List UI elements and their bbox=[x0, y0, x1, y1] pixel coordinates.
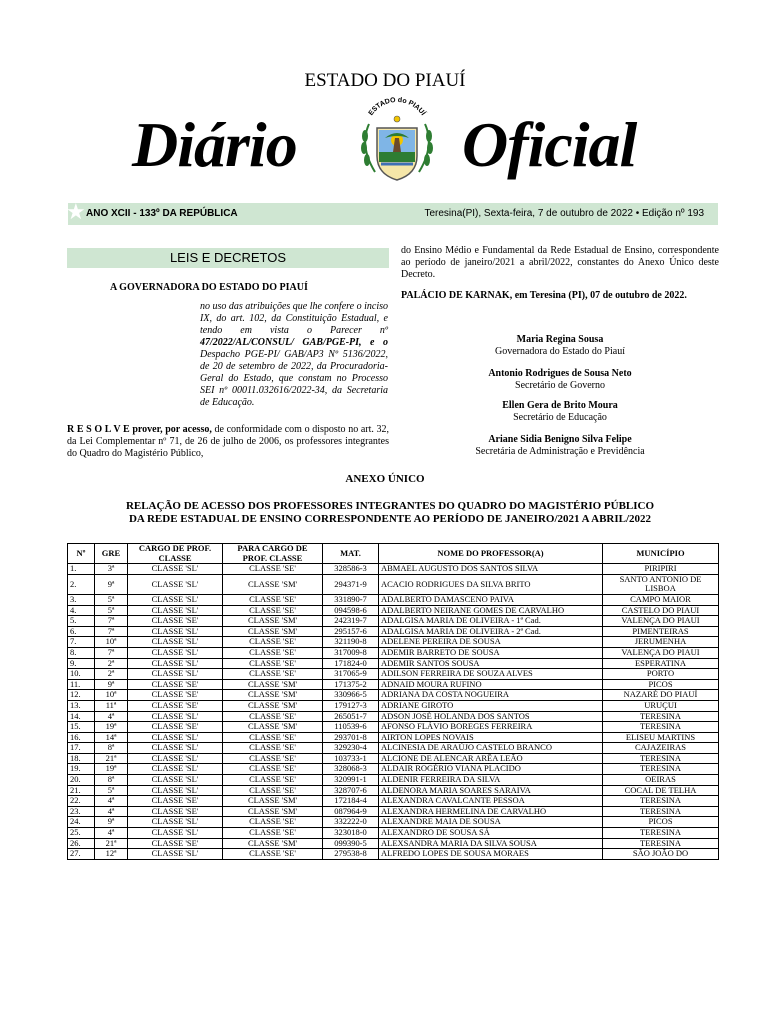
cell-professor-name: ADALBERTO DAMASCENO PAIVA bbox=[379, 594, 603, 605]
cell-registration: 295157-6 bbox=[323, 626, 379, 637]
cell-row-number: 6. bbox=[68, 626, 95, 637]
cell-professor-name: ALEXSANDRA MARIA DA SILVA SOUSA bbox=[379, 838, 603, 849]
cell-gre: 2ª bbox=[95, 658, 128, 669]
cell-new-class: CLASSE 'SE' bbox=[223, 711, 323, 722]
decree-preamble bbox=[200, 301, 388, 409]
table-row bbox=[68, 849, 719, 860]
cell-current-class: CLASSE 'SL' bbox=[128, 817, 223, 828]
cell-row-number: 1. bbox=[68, 564, 95, 575]
decree-palace: PALÁCIO DE KARNAK, em Teresina (PI), 07 de outubro de 2022. bbox=[401, 290, 687, 301]
cell-gre: 8ª bbox=[95, 775, 128, 786]
table-row bbox=[68, 669, 719, 680]
cell-new-class: CLASSE 'SE' bbox=[223, 605, 323, 616]
cell-current-class: CLASSE 'SE' bbox=[128, 616, 223, 627]
cell-current-class: CLASSE 'SE' bbox=[128, 700, 223, 711]
column-header: PARA CARGO DE PROF. CLASSE bbox=[223, 544, 323, 564]
preamble-text-2: Despacho PGE-PI/ GAB/AP3 Nº 5136/2022, de 20 de setembro de 2022, da Procuradoria-Geral do Estado, que constam no Processo SEI nº 00011.032616/2022-34, da Secretaria de Educação. bbox=[200, 349, 388, 408]
cell-gre: 7ª bbox=[95, 626, 128, 637]
cell-registration: 328707-6 bbox=[323, 785, 379, 796]
cell-row-number: 22. bbox=[68, 796, 95, 807]
cell-municipality: TERESINA bbox=[603, 711, 719, 722]
issue-year: ANO XCII - 133º DA REPÚBLICA bbox=[86, 208, 238, 219]
cell-current-class: CLASSE 'SE' bbox=[128, 838, 223, 849]
relation-title bbox=[60, 500, 720, 526]
cell-row-number: 4. bbox=[68, 605, 95, 616]
cell-row-number: 15. bbox=[68, 722, 95, 733]
governor-heading: A GOVERNADORA DO ESTADO DO PIAUÍ bbox=[110, 282, 308, 293]
cell-municipality: PIMENTEIRAS bbox=[603, 626, 719, 637]
cell-registration: 087964-9 bbox=[323, 806, 379, 817]
cell-current-class: CLASSE 'SE' bbox=[128, 679, 223, 690]
coat-of-arms-icon bbox=[355, 94, 439, 184]
cell-professor-name: ADILSON FERREIRA DE SOUZA ALVES bbox=[379, 669, 603, 680]
table-row bbox=[68, 775, 719, 786]
table-row bbox=[68, 647, 719, 658]
cell-current-class: CLASSE 'SE' bbox=[128, 722, 223, 733]
table-row bbox=[68, 753, 719, 764]
cell-gre: 2ª bbox=[95, 669, 128, 680]
masthead-title-left: Diário bbox=[132, 109, 297, 180]
cell-registration: 294371-9 bbox=[323, 574, 379, 594]
cell-municipality: TERESINA bbox=[603, 764, 719, 775]
cell-registration: 179127-3 bbox=[323, 700, 379, 711]
cell-current-class: CLASSE 'SL' bbox=[128, 764, 223, 775]
cell-current-class: CLASSE 'SL' bbox=[128, 849, 223, 860]
cell-new-class: CLASSE 'SE' bbox=[223, 732, 323, 743]
table-row bbox=[68, 828, 719, 839]
cell-new-class: CLASSE 'SM' bbox=[223, 806, 323, 817]
signer-role: Secretária de Administração e Previdência bbox=[475, 446, 645, 457]
cell-municipality: SÃO JOÃO DO bbox=[603, 849, 719, 860]
cell-gre: 21ª bbox=[95, 753, 128, 764]
cell-registration: 110539-6 bbox=[323, 722, 379, 733]
signer-name: Antonio Rodrigues de Sousa Neto bbox=[488, 368, 632, 379]
table-row bbox=[68, 679, 719, 690]
decree-resolve bbox=[67, 424, 389, 460]
star-icon: ★ bbox=[66, 199, 86, 224]
cell-current-class: CLASSE 'SL' bbox=[128, 594, 223, 605]
state-name: ESTADO DO PIAUÍ bbox=[304, 70, 466, 91]
cell-new-class: CLASSE 'SM' bbox=[223, 838, 323, 849]
cell-professor-name: ALCIONE DE ALENCAR ARÊA LEÃO bbox=[379, 753, 603, 764]
cell-row-number: 20. bbox=[68, 775, 95, 786]
cell-current-class: CLASSE 'SL' bbox=[128, 605, 223, 616]
cell-professor-name: ADSON JOSÉ HOLANDA DOS SANTOS bbox=[379, 711, 603, 722]
cell-registration: 293701-8 bbox=[323, 732, 379, 743]
cell-gre: 12ª bbox=[95, 849, 128, 860]
cell-gre: 19ª bbox=[95, 722, 128, 733]
cell-registration: 329230-4 bbox=[323, 743, 379, 754]
cell-row-number: 25. bbox=[68, 828, 95, 839]
cell-municipality: OEIRAS bbox=[603, 775, 719, 786]
cell-professor-name: ADALGISA MARIA DE OLIVEIRA - 2ª Cad. bbox=[379, 626, 603, 637]
cell-current-class: CLASSE 'SL' bbox=[128, 775, 223, 786]
cell-gre: 21ª bbox=[95, 838, 128, 849]
table-row bbox=[68, 817, 719, 828]
cell-municipality: TERESINA bbox=[603, 753, 719, 764]
column-header: NOME DO PROFESSOR(A) bbox=[379, 544, 603, 564]
column-header: GRE bbox=[95, 544, 128, 564]
column-header: MAT. bbox=[323, 544, 379, 564]
cell-current-class: CLASSE 'SL' bbox=[128, 732, 223, 743]
cell-registration: 279538-8 bbox=[323, 849, 379, 860]
decree-continuation: do Ensino Médio e Fundamental da Rede Estadual de Ensino, correspondente ao período de janeiro/2021 a abril/2022, constantes do Anexo Único deste Decreto. bbox=[401, 245, 719, 280]
table-row bbox=[68, 764, 719, 775]
cell-row-number: 19. bbox=[68, 764, 95, 775]
signer-name: Maria Regina Sousa bbox=[516, 334, 604, 345]
info-bar bbox=[66, 199, 718, 225]
cell-professor-name: ALEXANDRA HERMELINA DE CARVALHO bbox=[379, 806, 603, 817]
cell-municipality: CAJAZEIRAS bbox=[603, 743, 719, 754]
cell-current-class: CLASSE 'SL' bbox=[128, 647, 223, 658]
cell-gre: 7ª bbox=[95, 647, 128, 658]
cell-registration: 330966-5 bbox=[323, 690, 379, 701]
cell-new-class: CLASSE 'SE' bbox=[223, 564, 323, 575]
cell-gre: 5ª bbox=[95, 605, 128, 616]
cell-new-class: CLASSE 'SE' bbox=[223, 637, 323, 648]
cell-professor-name: ADALGISA MARIA DE OLIVEIRA - 1ª Cad. bbox=[379, 616, 603, 627]
cell-new-class: CLASSE 'SM' bbox=[223, 690, 323, 701]
cell-professor-name: AFONSO FLÁVIO BOREGES FERREIRA bbox=[379, 722, 603, 733]
cell-gre: 9ª bbox=[95, 574, 128, 594]
relation-title-line: DA REDE ESTADUAL DE ENSINO CORRESPONDENTE AO PERÍODO DE JANEIRO/2021 A ABRIL/2022 bbox=[128, 513, 652, 525]
cell-current-class: CLASSE 'SL' bbox=[128, 669, 223, 680]
cell-row-number: 18. bbox=[68, 753, 95, 764]
table-row bbox=[68, 700, 719, 711]
cell-municipality: URUÇUI bbox=[603, 700, 719, 711]
signer-role: Secretário de Educação bbox=[513, 412, 607, 423]
cell-new-class: CLASSE 'SE' bbox=[223, 743, 323, 754]
cell-professor-name: ALCINESIA DE ARAÚJO CASTELO BRANCO bbox=[379, 743, 603, 754]
cell-municipality: CASTELO DO PIAUI bbox=[603, 605, 719, 616]
table-row bbox=[68, 690, 719, 701]
table-row bbox=[68, 564, 719, 575]
cell-municipality: NAZARÉ DO PIAUÍ bbox=[603, 690, 719, 701]
cell-gre: 10ª bbox=[95, 637, 128, 648]
resolve-text: de conformidade com o disposto no art. 32, da Lei Complementar nº 71, de 26 de julho de 2006, os professores integrantes do Quadro do Magistério Público, bbox=[67, 424, 390, 459]
cell-registration: 331890-7 bbox=[323, 594, 379, 605]
issue-date-edition: Teresina(PI), Sexta-feira, 7 de outubro de 2022 • Edição nº 193 bbox=[424, 208, 704, 219]
cell-municipality: TERESINA bbox=[603, 806, 719, 817]
cell-professor-name: ADELENE PEREIRA DE SOUSA bbox=[379, 637, 603, 648]
cell-municipality: SANTO ANTONIO DE LISBOA bbox=[603, 574, 719, 594]
cell-new-class: CLASSE 'SE' bbox=[223, 828, 323, 839]
cell-new-class: CLASSE 'SE' bbox=[223, 817, 323, 828]
cell-municipality: PORTO bbox=[603, 669, 719, 680]
cell-municipality: ESPERATINA bbox=[603, 658, 719, 669]
cell-registration: 323018-0 bbox=[323, 828, 379, 839]
cell-row-number: 14. bbox=[68, 711, 95, 722]
cell-new-class: CLASSE 'SM' bbox=[223, 626, 323, 637]
cell-professor-name: ALDAIR ROGÉRIO VIANA PLACIDO bbox=[379, 764, 603, 775]
cell-new-class: CLASSE 'SM' bbox=[223, 574, 323, 594]
cell-row-number: 5. bbox=[68, 616, 95, 627]
cell-row-number: 17. bbox=[68, 743, 95, 754]
table-row bbox=[68, 605, 719, 616]
table-row bbox=[68, 658, 719, 669]
cell-current-class: CLASSE 'SL' bbox=[128, 637, 223, 648]
cell-professor-name: ADNAID MOURA RUFINO bbox=[379, 679, 603, 690]
cell-municipality: PICOS bbox=[603, 817, 719, 828]
cell-row-number: 26. bbox=[68, 838, 95, 849]
cell-current-class: CLASSE 'SL' bbox=[128, 785, 223, 796]
cell-municipality: TERESINA bbox=[603, 722, 719, 733]
cell-current-class: CLASSE 'SE' bbox=[128, 806, 223, 817]
cell-current-class: CLASSE 'SL' bbox=[128, 753, 223, 764]
cell-registration: 242319-7 bbox=[323, 616, 379, 627]
table-row bbox=[68, 743, 719, 754]
signer-name: Ariane Sidia Benigno Silva Felipe bbox=[488, 434, 632, 445]
table-header-row bbox=[68, 544, 719, 564]
section-title: LEIS E DECRETOS bbox=[67, 248, 389, 268]
cell-municipality: TERESINA bbox=[603, 796, 719, 807]
cell-municipality: PIRIPIRI bbox=[603, 564, 719, 575]
cell-gre: 19ª bbox=[95, 764, 128, 775]
column-header: MUNICÍPIO bbox=[603, 544, 719, 564]
cell-gre: 9ª bbox=[95, 679, 128, 690]
cell-registration: 103733-1 bbox=[323, 753, 379, 764]
cell-registration: 321190-8 bbox=[323, 637, 379, 648]
table-row bbox=[68, 637, 719, 648]
cell-new-class: CLASSE 'SE' bbox=[223, 669, 323, 680]
cell-row-number: 21. bbox=[68, 785, 95, 796]
table-row bbox=[68, 806, 719, 817]
cell-municipality: CAMPO MAIOR bbox=[603, 594, 719, 605]
table-row bbox=[68, 722, 719, 733]
cell-row-number: 23. bbox=[68, 806, 95, 817]
annex-title: ANEXO ÚNICO bbox=[345, 473, 425, 485]
signature-block bbox=[401, 334, 719, 358]
cell-gre: 11ª bbox=[95, 700, 128, 711]
table-body bbox=[68, 564, 719, 860]
cell-registration: 332222-0 bbox=[323, 817, 379, 828]
cell-municipality: TERESINA bbox=[603, 838, 719, 849]
seal-text: ESTADO do PIAUÍ bbox=[367, 96, 427, 117]
cell-municipality: ELISEU MARTINS bbox=[603, 732, 719, 743]
cell-registration: 328586-3 bbox=[323, 564, 379, 575]
cell-row-number: 2. bbox=[68, 574, 95, 594]
cell-gre: 9ª bbox=[95, 817, 128, 828]
cell-professor-name: ADRIANA DA COSTA NOGUEIRA bbox=[379, 690, 603, 701]
svg-text:ESTADO do PIAUÍ bbox=[368, 97, 429, 118]
table-row bbox=[68, 616, 719, 627]
cell-municipality: VALENÇA DO PIAUI bbox=[603, 616, 719, 627]
relation-title-line: RELAÇÃO DE ACESSO DOS PROFESSORES INTEGRANTES DO QUADRO DO MAGISTÉRIO PÚBLICO bbox=[125, 500, 655, 512]
cell-new-class: CLASSE 'SE' bbox=[223, 658, 323, 669]
cell-professor-name: ADEMIR BARRETO DE SOUSA bbox=[379, 647, 603, 658]
cell-new-class: CLASSE 'SE' bbox=[223, 785, 323, 796]
professors-table bbox=[67, 543, 719, 860]
cell-gre: 8ª bbox=[95, 743, 128, 754]
cell-professor-name: ADRIANE GIROTO bbox=[379, 700, 603, 711]
cell-gre: 5ª bbox=[95, 785, 128, 796]
cell-new-class: CLASSE 'SM' bbox=[223, 722, 323, 733]
resolve-bold: R E S O L V E prover, por acesso, bbox=[67, 424, 212, 435]
cell-row-number: 12. bbox=[68, 690, 95, 701]
cell-row-number: 24. bbox=[68, 817, 95, 828]
table-row bbox=[68, 574, 719, 594]
cell-registration: 171824-0 bbox=[323, 658, 379, 669]
table-row bbox=[68, 711, 719, 722]
cell-current-class: CLASSE 'SL' bbox=[128, 828, 223, 839]
signature-block bbox=[401, 400, 719, 424]
column-header: CARGO DE PROF. CLASSE bbox=[128, 544, 223, 564]
cell-new-class: CLASSE 'SM' bbox=[223, 679, 323, 690]
cell-current-class: CLASSE 'SE' bbox=[128, 796, 223, 807]
cell-current-class: CLASSE 'SL' bbox=[128, 574, 223, 594]
cell-registration: 172184-4 bbox=[323, 796, 379, 807]
cell-new-class: CLASSE 'SM' bbox=[223, 796, 323, 807]
cell-current-class: CLASSE 'SL' bbox=[128, 564, 223, 575]
cell-registration: 317065-9 bbox=[323, 669, 379, 680]
cell-municipality: VALENÇA DO PIAUI bbox=[603, 647, 719, 658]
cell-municipality: COCAL DE TELHA bbox=[603, 785, 719, 796]
signer-role: Secretário de Governo bbox=[515, 380, 605, 391]
cell-gre: 10ª bbox=[95, 690, 128, 701]
cell-gre: 4ª bbox=[95, 828, 128, 839]
cell-registration: 094598-6 bbox=[323, 605, 379, 616]
cell-new-class: CLASSE 'SM' bbox=[223, 616, 323, 627]
column-header: Nº bbox=[68, 544, 95, 564]
table-row bbox=[68, 732, 719, 743]
cell-professor-name: ALDENORA MARIA SOARES SARAIVA bbox=[379, 785, 603, 796]
cell-municipality: PICOS bbox=[603, 679, 719, 690]
cell-new-class: CLASSE 'SE' bbox=[223, 775, 323, 786]
cell-new-class: CLASSE 'SE' bbox=[223, 647, 323, 658]
cell-gre: 14ª bbox=[95, 732, 128, 743]
cell-professor-name: ADEMIR SANTOS SOUSA bbox=[379, 658, 603, 669]
cell-current-class: CLASSE 'SL' bbox=[128, 658, 223, 669]
cell-professor-name: ALEXANDRA CAVALCANTE PESSOA bbox=[379, 796, 603, 807]
masthead-title-right: Oficial bbox=[462, 109, 637, 180]
cell-registration: 099390-5 bbox=[323, 838, 379, 849]
table-row bbox=[68, 785, 719, 796]
cell-new-class: CLASSE 'SE' bbox=[223, 594, 323, 605]
cell-registration: 320991-1 bbox=[323, 775, 379, 786]
cell-professor-name: ALEXANDRO DE SOUSA SÁ bbox=[379, 828, 603, 839]
cell-new-class: CLASSE 'SE' bbox=[223, 753, 323, 764]
cell-gre: 4ª bbox=[95, 711, 128, 722]
cell-new-class: CLASSE 'SM' bbox=[223, 700, 323, 711]
cell-professor-name: ALEXANDRE MAIA DE SOUSA bbox=[379, 817, 603, 828]
cell-new-class: CLASSE 'SE' bbox=[223, 764, 323, 775]
cell-current-class: CLASSE 'SL' bbox=[128, 626, 223, 637]
cell-row-number: 10. bbox=[68, 669, 95, 680]
cell-municipality: TERESINA bbox=[603, 828, 719, 839]
cell-gre: 4ª bbox=[95, 806, 128, 817]
signer-role: Governadora do Estado do Piauí bbox=[495, 346, 625, 357]
cell-row-number: 11. bbox=[68, 679, 95, 690]
cell-professor-name: ALFREDO LOPES DE SOUSA MORAES bbox=[379, 849, 603, 860]
signer-name: Ellen Gera de Brito Moura bbox=[502, 400, 618, 411]
preamble-text: no uso das atribuições que lhe confere o inciso IX, do art. 102, da Constituição Estadual, e tendo em vista o Parecer nº bbox=[200, 301, 388, 336]
table-row bbox=[68, 594, 719, 605]
cell-professor-name: ACACIO RODRIGUES DA SILVA BRITO bbox=[379, 574, 603, 594]
cell-row-number: 13. bbox=[68, 700, 95, 711]
cell-row-number: 9. bbox=[68, 658, 95, 669]
cell-gre: 4ª bbox=[95, 796, 128, 807]
cell-registration: 317009-8 bbox=[323, 647, 379, 658]
cell-row-number: 8. bbox=[68, 647, 95, 658]
cell-row-number: 7. bbox=[68, 637, 95, 648]
signature-block bbox=[401, 434, 719, 458]
cell-row-number: 3. bbox=[68, 594, 95, 605]
cell-professor-name: ALDENIR FERREIRA DA SILVA bbox=[379, 775, 603, 786]
signature-block bbox=[401, 368, 719, 392]
cell-current-class: CLASSE 'SL' bbox=[128, 711, 223, 722]
cell-gre: 3ª bbox=[95, 564, 128, 575]
cell-current-class: CLASSE 'SL' bbox=[128, 743, 223, 754]
cell-gre: 7ª bbox=[95, 616, 128, 627]
preamble-bold: 47/2022/AL/CONSUL/ GAB/PGE-PI, e o bbox=[200, 337, 388, 348]
cell-registration: 171375-2 bbox=[323, 679, 379, 690]
table-row bbox=[68, 796, 719, 807]
table-row bbox=[68, 838, 719, 849]
cell-professor-name: ABMAEL AUGUSTO DOS SANTOS SILVA bbox=[379, 564, 603, 575]
cell-professor-name: AIRTON LOPES NOVAIS bbox=[379, 732, 603, 743]
cell-row-number: 16. bbox=[68, 732, 95, 743]
cell-gre: 5ª bbox=[95, 594, 128, 605]
cell-professor-name: ADALBERTO NEIRANE GOMES DE CARVALHO bbox=[379, 605, 603, 616]
cell-new-class: CLASSE 'SE' bbox=[223, 849, 323, 860]
cell-registration: 328068-3 bbox=[323, 764, 379, 775]
table-row bbox=[68, 626, 719, 637]
cell-municipality: JERUMENHA bbox=[603, 637, 719, 648]
cell-registration: 265051-7 bbox=[323, 711, 379, 722]
cell-row-number: 27. bbox=[68, 849, 95, 860]
cell-current-class: CLASSE 'SE' bbox=[128, 690, 223, 701]
